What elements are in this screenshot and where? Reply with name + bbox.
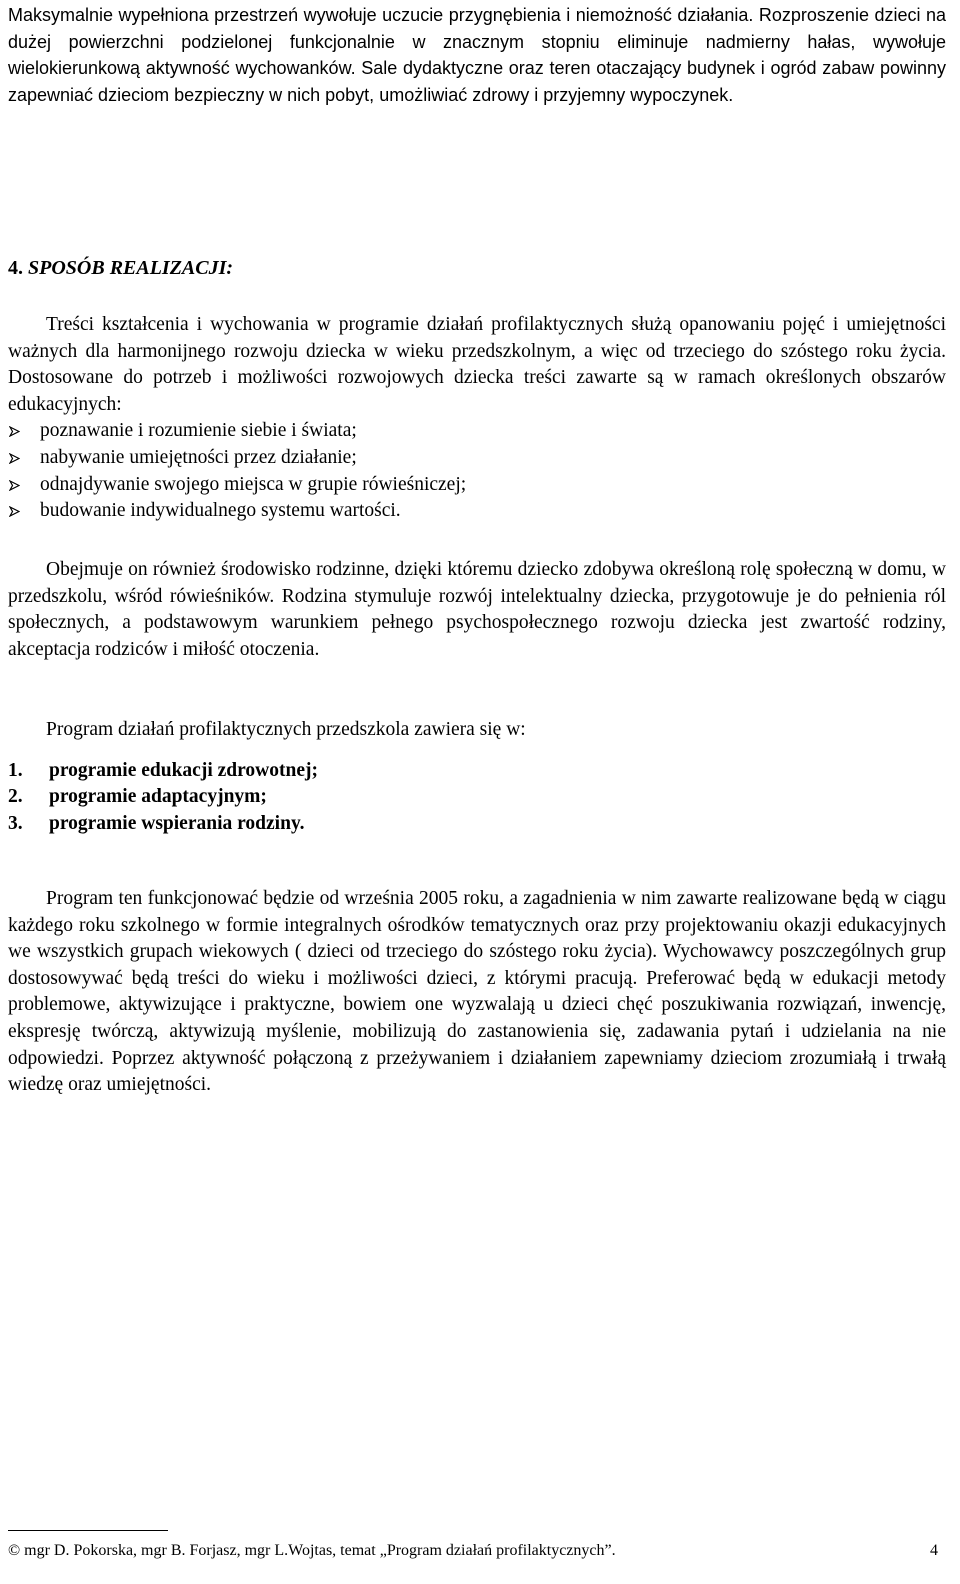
educational-areas-list <box>8 418 946 524</box>
section-title: SPOSÓB REALIZACJI: <box>28 257 234 279</box>
paragraph-family-environment: Obejmuje on również środowisko rodzinne, dzięki któremu dziecko zdobywa określoną rolę społeczną w domu, w przedszkolu, wśród rówieśników. Rodzina stymuluje rozwój intelektualny dziecka, przygotowuje je do pełnienia ról społecznych, a podstawowym warunkiem pełnego psychospołecznego rozwoju dziecka jest zwartość rodziny, akceptacja rodziców i miłość otoczenia. <box>8 559 946 660</box>
arrowhead-bullet-icon <box>9 480 20 491</box>
page-number: 4 <box>930 1542 938 1559</box>
program-label: programie adaptacyjnym; <box>49 786 267 808</box>
educational-area-item <box>8 472 946 499</box>
page-footer <box>8 1540 938 1562</box>
educational-area-label: poznawanie i rozumienie siebie i świata; <box>40 420 357 442</box>
arrowhead-bullet-icon <box>9 453 20 464</box>
program-item <box>8 784 946 811</box>
program-label: programie edukacji zdrowotnej; <box>49 759 318 781</box>
arrowhead-bullet-icon <box>9 426 20 437</box>
section-body <box>8 312 946 525</box>
section-number: 4. <box>8 257 23 279</box>
programs-block <box>8 717 946 837</box>
program-item <box>8 758 946 785</box>
footer-separator <box>8 1530 168 1531</box>
program-label: programie wspierania rodziny. <box>49 812 305 834</box>
intro-paragraph: Maksymalnie wypełniona przestrzeń wywołuje uczucie przygnębienia i niemożność działania. Rozproszenie dzieci na dużej powierzchni podzielonej funkcjonalnie w znacznym stopniu eliminuje nadmierny hałas, wywołuje wielokierunkową aktywność wychowanków. Sale dydaktyczne oraz teren otaczający budynek i ogród zabaw powinny zapewniać dzieciom bezpieczny w nich pobyt, umożliwiać zdrowy i przyjemny wypoczynek. <box>8 5 946 105</box>
educational-area-label: odnajdywanie swojego miejsca w grupie rówieśniczej; <box>40 473 467 495</box>
arrowhead-bullet-icon <box>9 506 20 517</box>
paragraph-educational-content: Treści kształcenia i wychowania w programie działań profilaktycznych służą opanowaniu pojęć i umiejętności ważnych dla harmonijnego rozwoju dziecka w wieku przedszkolnym, a więc od trzeciego do szóstego roku życia. Dostosowane do potrzeb i możliwości rozwojowych dziecka treści zawarte są w ramach określonych obszarów edukacyjnych: <box>8 314 946 415</box>
section-heading <box>8 255 233 281</box>
educational-area-item <box>8 445 946 472</box>
educational-area-item <box>8 418 946 445</box>
program-number: 2. <box>8 786 23 808</box>
program-number: 1. <box>8 759 23 781</box>
educational-area-item <box>8 498 946 525</box>
educational-area-label: nabywanie umiejętności przez działanie; <box>40 446 357 468</box>
program-item <box>8 811 946 838</box>
footer-credits: © mgr D. Pokorska, mgr B. Forjasz, mgr L.Wojtas, temat „Program działań profilaktycznych”. <box>8 1542 616 1559</box>
programs-list <box>8 758 946 838</box>
paragraph-implementation: Program ten funkcjonować będzie od września 2005 roku, a zagadnienia w nim zawarte realizowane będą w ciągu każdego roku szkolnego w formie integralnych ośrodków tematycznych oraz przy projektowaniu okazji edukacyjnych we wszystkich grupach wiekowych ( dzieci od trzeciego do szóstego roku życia). Wychowawcy poszczególnych grup dostosowywać będą treści do wieku i możliwości dzieci, z którymi pracują. Preferować będą w edukacji metody problemowe, aktywizujące i praktyczne, bowiem one wyzwalają u dzieci chęć poszukiwania rozwiązań, inwencję, ekspresję twórczą, aktywizują myślenie, mobilizują do zastanowienia się, zadawania pytań i udzielania na nie odpowiedzi. Poprzez aktywność połączoną z przeżywaniem i działaniem zapewniamy dzieciom zrozumiałą i trwałą wiedzę oraz umiejętności. <box>8 888 946 1096</box>
programs-intro: Program działań profilaktycznych przedszkola zawiera się w: <box>46 719 526 740</box>
program-number: 3. <box>8 812 23 834</box>
educational-area-label: budowanie indywidualnego systemu wartości. <box>40 500 401 522</box>
